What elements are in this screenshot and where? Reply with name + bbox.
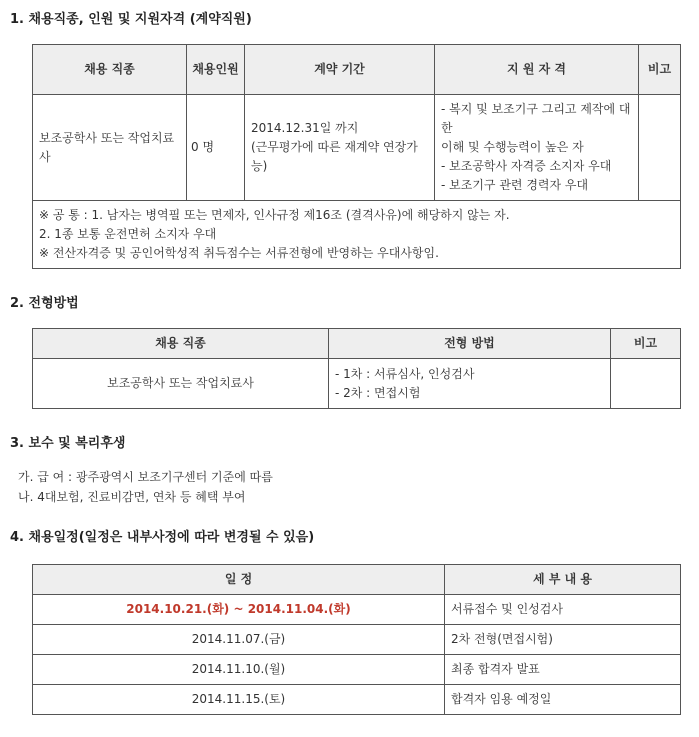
- header-period: 계약 기간: [245, 45, 435, 95]
- headcount-cell: [187, 95, 245, 201]
- contract-period-end: 2014.12.31일 까지: [251, 121, 359, 135]
- method-line: - 1차 : 서류심사, 인성검사: [335, 366, 475, 381]
- schedule-date: 2014.11.10.(월): [33, 655, 445, 685]
- schedule-detail: 2차 전형(면접시험): [445, 625, 681, 655]
- header-method: 전형 방법: [329, 329, 611, 359]
- schedule-date: 2014.11.07.(금): [33, 625, 445, 655]
- note-cell: [639, 95, 681, 201]
- header-schedule: 일 정: [33, 565, 445, 595]
- schedule-detail: 서류접수 및 인성검사: [445, 595, 681, 625]
- common-notes: [33, 201, 681, 269]
- recruitment-table: [32, 44, 681, 269]
- section-2-title: 2. 전형방법: [10, 296, 79, 311]
- note-cell: [611, 359, 681, 409]
- schedule-detail: 최종 합격자 발표: [445, 655, 681, 685]
- section-3-title: 3. 보수 및 복리후생: [10, 436, 126, 451]
- qualification-line: 이해 및 수행능력이 높은 자: [441, 140, 584, 154]
- qualification-cell: [435, 95, 639, 201]
- selection-method-table: [32, 328, 681, 409]
- header-job: 채용 직종: [33, 329, 329, 359]
- section-1-title: 1. 채용직종, 인원 및 지원자격 (계약직원): [10, 12, 252, 27]
- header-note: 비고: [611, 329, 681, 359]
- schedule-detail: 합격자 임용 예정일: [445, 685, 681, 715]
- method-line: - 2차 : 면접시험: [335, 385, 421, 400]
- header-qualification: 지 원 자 격: [435, 45, 639, 95]
- contract-period-cell: [245, 95, 435, 201]
- qualification-line: - 복지 및 보조기구 그리고 제작에 대한: [441, 102, 631, 135]
- method-cell: [329, 359, 611, 409]
- note-line: 2. 1종 보통 운전면허 소지자 우대: [39, 227, 217, 241]
- note-line: ※ 전산자격증 및 공인어학성적 취득점수는 서류전형에 반영하는 우대사항임.: [39, 246, 439, 260]
- section-4-title: 4. 채용일정(일정은 내부사정에 따라 변경될 수 있음): [10, 530, 315, 545]
- job-title: 보조공학사 또는 작업치료사: [33, 359, 329, 409]
- job-title: 보조공학사 또는 작업치료사: [39, 130, 175, 164]
- job-title-cell: [33, 95, 187, 201]
- header-job: 채용 직종: [33, 45, 187, 95]
- schedule-date: 2014.11.15.(토): [33, 685, 445, 715]
- benefit-line: 나. 4대보험, 진료비감면, 연차 등 혜택 부여: [18, 490, 246, 504]
- header-detail: 세 부 내 용: [445, 565, 681, 595]
- qualification-line: - 보조공학사 자격증 소지자 우대: [441, 159, 612, 173]
- contract-period-renewal: (근무평가에 따른 재계약 연장가능): [251, 140, 418, 173]
- schedule-table: [32, 564, 681, 715]
- headcount: 0 명: [191, 140, 215, 154]
- benefit-line: 가. 급 여 : 광주광역시 보조기구센터 기준에 따름: [18, 470, 273, 484]
- header-count: 채용인원: [187, 45, 245, 95]
- note-line: ※ 공 통 : 1. 남자는 병역필 또는 면제자, 인사규정 제16조 (결격사유)에 해당하지 않는 자.: [39, 208, 510, 222]
- qualification-line: - 보조기구 관련 경력자 우대: [441, 178, 589, 192]
- header-note: 비고: [639, 45, 681, 95]
- schedule-date-highlight: 2014.10.21.(화) ~ 2014.11.04.(화): [33, 595, 445, 625]
